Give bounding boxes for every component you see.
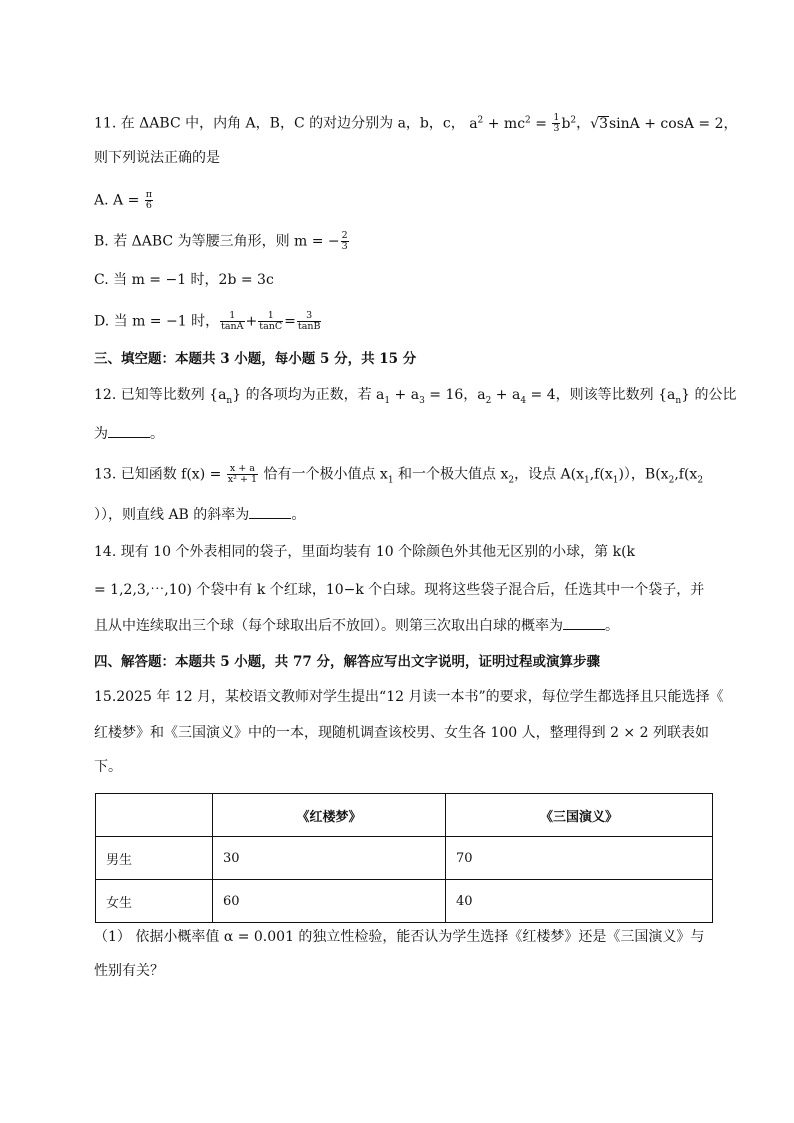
q11-prefix: 11. 在 xyxy=(94,115,135,132)
fraction-one-third: $\frac{1}{3}$ xyxy=(553,112,560,135)
q14-line2: = 1,2,3,⋯,10) 个袋中有 k 个红球，10−k 个白球。现将这些袋子混合后，任选其中一个袋子，并 xyxy=(94,582,705,598)
table-header-row xyxy=(96,794,713,837)
table-cell: 30 xyxy=(213,837,446,880)
q11-option-b: B. 若 ΔABC 为等腰三角形，则 m = − $\frac{2}{3}$ xyxy=(94,230,348,252)
table-row xyxy=(96,837,713,880)
answer-blank-13[interactable] xyxy=(249,505,291,519)
q11-option-c: C. 当 m = −1 时，2b = 3c xyxy=(94,272,274,288)
section-3-heading: 三、填空题：本题共 3 小题，每小题 5 分，共 15 分 xyxy=(94,351,417,367)
q14-line1: 14. 现有 10 个外表相同的袋子，里面均装有 10 个除颜色外其他无区别的小球，第 k(k xyxy=(94,544,636,560)
q12-line2: 为 。 xyxy=(94,426,164,442)
q11-stem-text: 中，内角 A，B，C 的对边分别为 a，b，c， xyxy=(185,115,465,132)
table-cell: 40 xyxy=(446,880,713,923)
q15-line1: 15.2025 年 12 月，某校语文教师对学生提出“12 月读一本书”的要求，每位学生都选择且只能选择《 xyxy=(94,689,724,705)
answer-blank-14[interactable] xyxy=(563,616,605,630)
section-4-heading: 四、解答题：本题共 5 小题，共 77 分，解答应写出文字说明，证明过程或演算步骤 xyxy=(94,654,600,670)
triangle-abc: ΔABC xyxy=(139,115,181,132)
q11-option-a: A. A = $\frac{\pi}{6}$ xyxy=(94,189,153,211)
table-header-cell: 《三国演义》 xyxy=(446,794,713,837)
q15-line2: 红楼梦》和《三国演义》中的一本，现随机调查该校男、女生各 100 人，整理得到 2 × 2 列联表如 xyxy=(94,725,709,741)
q12-line1: 12. 已知等比数列 $\{a_n\}$ 的各项均为正数，若 $a_1 + a_3 = 16$，$a_2 + a_4 = 4$，则该等比数列 $\{a_n\}$ 的公比 xyxy=(94,387,737,406)
q13-line1: 13. 已知函数 f(x) = $\frac{x + a}{\text{x² + 1}}$ 恰有一个极小值点 $x_1$ 和一个极大值点 $x_2$，设点 $A(x_1,f(x_1))$，$B(x_2,f(x_2$ xyxy=(94,463,704,486)
q15-line3: 下。 xyxy=(94,759,122,775)
table-cell: 男生 xyxy=(96,837,213,880)
equation-2: √3sinA + cosA = 2， xyxy=(590,115,738,132)
answer-blank-12[interactable] xyxy=(108,424,150,438)
equation-1: $a^2 + mc^2$ = $\frac{1}{3}$ $b^2$ xyxy=(469,112,577,135)
q13-line2: ）），则直线 AB 的斜率为 。 xyxy=(94,507,306,523)
table-cell: 60 xyxy=(213,880,446,923)
q11-stem-line1: 11. 在 ΔABC 中，内角 A，B，C 的对边分别为 a，b，c， $a^2 + mc^2$ = $\frac{1}{3}$ $b^2$，√3sinA + cosA = 2， xyxy=(94,112,738,135)
table-cell: 70 xyxy=(446,837,713,880)
table-cell: 女生 xyxy=(96,880,213,923)
q11-stem-line2: 则下列说法正确的是 xyxy=(94,150,220,166)
q15-sub1-line2: 性别有关？ xyxy=(94,963,164,979)
contingency-table xyxy=(95,793,713,923)
table-row xyxy=(96,880,713,923)
table-header-cell xyxy=(96,794,213,837)
q11-option-d: D. 当 m = −1 时， $\frac{1}{\tan A}$ + $\frac{1}{\tan C}$ = $\frac{3}{\tan B}$ xyxy=(94,310,321,332)
q15-sub1-line1: （1） 依据小概率值 α = 0.001 的独立性检验，能否认为学生选择《红楼梦》还是《三国演义》与 xyxy=(94,929,705,945)
q14-line3: 且从中连续取出三个球（每个球取出后不放回）。则第三次取出白球的概率为 。 xyxy=(94,618,619,634)
table-header-cell: 《红楼梦》 xyxy=(213,794,446,837)
